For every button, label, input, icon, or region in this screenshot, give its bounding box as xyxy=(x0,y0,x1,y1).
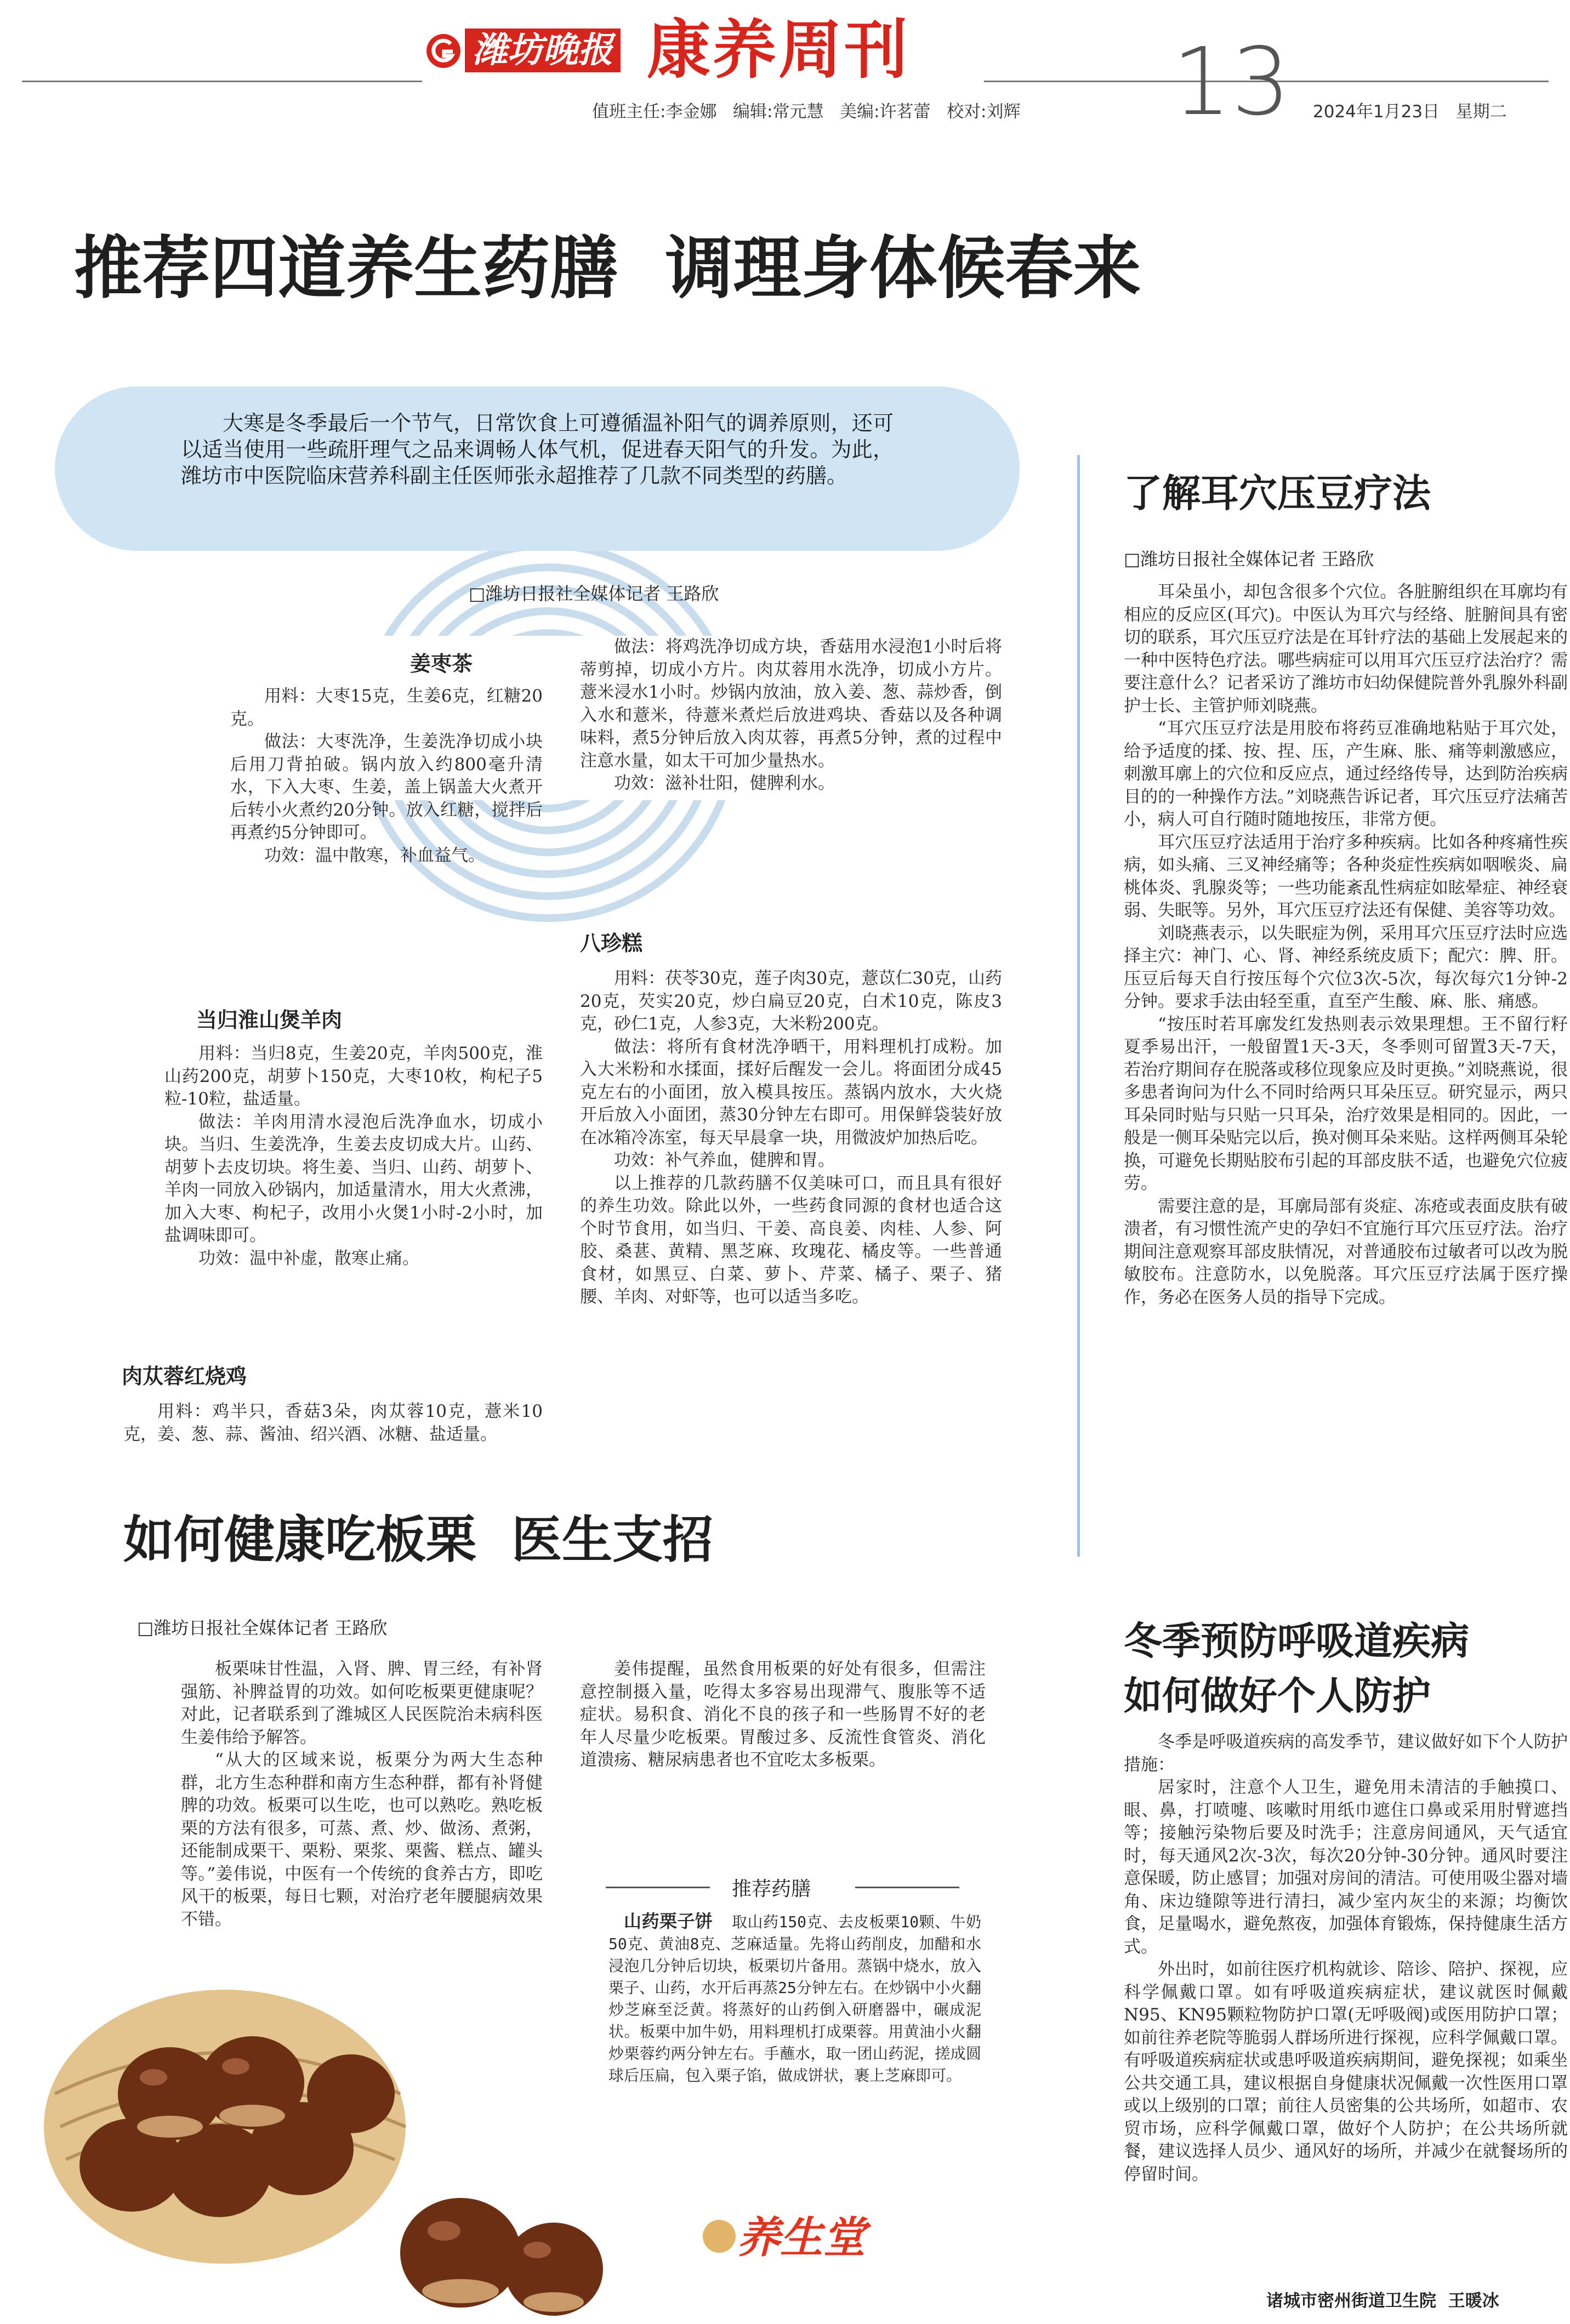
recommend-header: 推荐药膳 xyxy=(732,1878,811,1900)
recipe1-title: 姜枣茶 xyxy=(410,652,473,676)
article4-title-line1: 冬季预防呼吸道疾病 xyxy=(1124,1619,1469,1664)
recommend-dish-title: 山药栗子饼 xyxy=(624,1911,713,1932)
article2-byline: □潍坊日报社全媒体记者 王路欣 xyxy=(1124,549,1374,569)
article3-col2 xyxy=(580,1658,986,1772)
article1-title: 推荐四道养生药膳 调理身体候春来 xyxy=(74,229,1141,308)
right-column-divider xyxy=(1077,455,1080,1557)
publication-date: 2024年1月23日 星期二 xyxy=(1313,102,1507,122)
recipe4-method: 做法：将所有食材洗净晒干，用料理机打成粉。加入大米粉和水揉面，揉好后醒发一会儿。将面团分成45克左右的小面团，放入模具按压。蒸锅内放水，大火烧开后放入小面团，蒸30分钟左右即可。用保鲜袋装好放在冰箱冷冻室，每天早晨拿一块，用微波炉加热后吃。 xyxy=(580,1036,1002,1148)
article2-title: 了解耳穴压豆疗法 xyxy=(1124,471,1431,516)
recipe2-effect: 功效：温中补虚，散寒止痛。 xyxy=(198,1248,419,1268)
article2-p3: 耳穴压豆疗法适用于治疗多种疾病。比如各种疼痛性疾病，如头痛、三叉神经痛等；各种炎症性疾病如咽喉炎、扁桃体炎、乳腺炎等；一些功能紊乱性病症如眩晕症、神经衰弱、失眠等。另外，耳穴压豆疗法还有保健、美容等功效。 xyxy=(1124,832,1568,920)
recommend-header-line-right xyxy=(855,1887,959,1888)
article2-p4: 刘晓燕表示，以失眠症为例，采用耳穴压豆疗法时应选择主穴：神门、心、肾、神经系统皮质下；配穴：脾、肝。压豆后每天自行按压每个穴位3次-5次，每次每穴1分钟-2分钟。要求手法由轻至重，直至产生酸、麻、胀、痛感。 xyxy=(1124,923,1568,1011)
recipe1-method: 做法：大枣洗净，生姜洗净切成小块后用刀背拍破。锅内放入约800毫升清水，下入大枣、生姜，盖上锅盖大火煮开后转小火煮约20分钟。放入红糖，搅拌后再煮约5分钟即可。 xyxy=(230,732,543,842)
recipe3-title: 肉苁蓉红烧鸡 xyxy=(122,1364,247,1388)
chestnut-illustration xyxy=(44,1929,603,2324)
recipe3-method: 做法：将鸡洗净切成方块，香菇用水浸泡1小时后将蒂剪掉，切成小方片。肉苁蓉用水洗净，切成小方片。薏米浸水1小时。炒锅内放油，放入姜、葱、蒜炒香，倒入水和薏米，待薏米煮烂后放进鸡块、香菇以及各种调味料，煮5分钟后放入肉苁蓉，再煮5分钟，煮的过程中注意水量，如太干可加少量热水。 xyxy=(580,637,1002,771)
masthead-section-title: 康养周刊 xyxy=(647,13,910,87)
recipe1-effect: 功效：温中散寒，补血益气。 xyxy=(264,845,485,865)
staff-line: 值班主任:李金娜 编辑:常元慧 美编:许茗蕾 校对:刘辉 xyxy=(592,102,1021,122)
recipe4-title: 八珍糕 xyxy=(580,931,643,955)
article3-title: 如何健康吃板栗 医生支招 xyxy=(123,1511,714,1569)
recipe2-body xyxy=(164,1043,543,1270)
article2-p5: “按压时若耳廓发红发热则表示效果理想。王不留行籽夏季易出汗，一般留置1天-3天，冬季则可留置3天-7天，若治疗期间存在脱落或移位现象应及时更换。”刘晓燕说，很多患者询问为什么不同时给两只耳朵压豆。研究显示，两只耳朵同时贴与只贴一只耳朵，治疗效果是相同的。因此，一般是一侧耳朵贴完以后，换对侧耳朵来贴。这样两侧耳朵轮换，可避免长期贴胶布引起的耳部皮肤不适，也避免穴位疲劳。 xyxy=(1124,1014,1568,1193)
recipe3-body-part1 xyxy=(123,1400,543,1444)
article4-p3: 外出时，如前往医疗机构就诊、陪诊、陪护、探视，应科学佩戴口罩。如有呼吸道疾病症状，建议就医时佩戴N95、KN95颗粒物防护口罩(无呼吸阀)或医用防护口罩；如前往养老院等脆弱人群场所进行探视，应科学佩戴口罩。有呼吸道疾病症状或患呼吸道疾病期间，避免探视；如乘坐公共交通工具，建议根据自身健康状况佩戴一次性医用口罩或以上级别的口罩；前往人员密集的公共场所，如超市、农贸市场，应科学佩戴口罩，做好个人防护；在公共场所就餐，建议选择人员少、通风好的场所，并减少在就餐场所的停留时间。 xyxy=(1124,1960,1568,2184)
recommend-body-box xyxy=(608,1910,981,2087)
article2-p6: 需要注意的是，耳廓局部有炎症、冻疮或表面皮肤有破溃者，有习惯性流产史的孕妇不宜施行耳穴压豆疗法。治疗期间注意观察耳部皮肤情况，对普通胶布过敏者可以改为脱敏胶布。注意防水，以免脱落。耳穴压豆疗法属于医疗操作，务必在医务人员的指导下完成。 xyxy=(1124,1196,1568,1307)
article3-p2: “从大的区域来说，板栗分为两大生态种群，北方生态种群和南方生态种群，都有补肾健脾的功效。板栗可以生吃，也可以熟吃。熟吃板栗的方法有很多，可蒸、煮、炒、做汤、煮粥，还能制成栗干、栗粉、栗浆、栗酱、糕点、罐头等。”姜伟说，中医有一个传统的食养古方，即吃风干的板栗，每日七颗，对治疗老年腰腿病效果不错。 xyxy=(181,1750,543,1929)
header-rule-left xyxy=(22,81,422,82)
masthead-logo-icon xyxy=(426,34,460,68)
article4-p2: 居家时，注意个人卫生，避免用未清洁的手触摸口、眼、鼻，打喷嚏、咳嗽时用纸巾遮住口鼻或采用肘臂遮挡等；接触污染物后要及时洗手；注意房间通风，天气适宜时，每天通风2次-3次，每次20分钟-30分钟。通风时要注意保暖，防止感冒；加强对房间的清洁。可使用吸尘器对墙角、床边缝隙等进行清扫，减少室内灰尘的来源；均衡饮食，足量喝水，避免熬夜，加强体育锻炼，保持健康生活方式。 xyxy=(1124,1778,1568,1957)
article4-signature: 诸城市密州街道卫生院 王暖冰 xyxy=(1266,2291,1499,2311)
page-number: 13 xyxy=(1172,28,1291,136)
recipe2-method: 做法：羊肉用清水浸泡后洗净血水，切成小块。当归、生姜洗净，生姜去皮切成大片。山药、胡萝卜去皮切块。将生姜、当归、山药、胡萝卜、羊肉一同放入砂锅内，加适量清水，用大火煮沸，加入大枣、枸杞子，改用小火煲1小时-2小时，加盐调味即可。 xyxy=(164,1112,543,1245)
column-b xyxy=(580,636,1002,795)
recipe3-ingredients: 用料：鸡半只，香菇3朵，肉苁蓉10克，薏米10克，姜、葱、蒜、酱油、绍兴酒、冰糖、盐适量。 xyxy=(123,1402,543,1444)
article3-byline: □潍坊日报社全媒体记者 王路欣 xyxy=(137,1617,388,1638)
yangshengtang-logo-text: 养生堂 xyxy=(737,2213,866,2263)
recipe1-body xyxy=(230,685,543,867)
article2-p1: 耳朵虽小，却包含很多个穴位。各脏腑组织在耳廓均有相应的反应区(耳穴)。中医认为耳穴与经络、脏腑间具有密切的联系，耳穴压豆疗法是在耳针疗法的基础上发展起来的一种中医特色疗法。哪些病症可以用耳穴压豆疗法治疗？需要注意什么？记者采访了潍坊市妇幼保健院普外乳腺外科副护士长、主管护师刘晓燕。 xyxy=(1124,582,1568,716)
article3-col1 xyxy=(181,1658,543,1931)
article1-closing: 以上推荐的几款药膳不仅美味可口，而且具有很好的养生功效。除此以外，一些药食同源的食材也适合这个时节食用，如当归、干姜、高良姜、肉桂、人参、阿胶、桑葚、黄精、黑芝麻、玫瑰花、橘皮等。一些普通食材，如黑豆、白菜、萝卜、芹菜、橘子、栗子、猪腰、羊肉、对虾等，也可以适当多吃。 xyxy=(580,1173,1002,1307)
yangshengtang-logo-icon xyxy=(703,2220,736,2253)
article2-p2: “耳穴压豆疗法是用胶布将药豆准确地粘贴于耳穴处，给予适度的揉、按、捏、压，产生麻、胀、痛等刺激感应，刺激耳廓上的穴位和反应点，通过经络传导，达到防治疾病目的的一种操作方法。”刘晓燕告诉记者，耳穴压豆疗法痛苦小，病人可自行随时随地按压，非常方便。 xyxy=(1124,719,1568,829)
article4-body xyxy=(1124,1731,1568,2186)
recommend-dish-body: 取山药150克、去皮板栗10颗、牛奶50克、黄油8克、芝麻适量。先将山药削皮，加醋和水浸泡几分钟后切块，板栗切片备用。蒸锅中烧水，放入栗子、山药，水开后再蒸25分钟左右。在炒锅中小火翻炒芝麻至泛黄。将蒸好的山药倒入研磨器中，碾成泥状。板栗中加牛奶，用料理机打成栗蓉。用黄油小火翻炒栗蓉约两分钟左右。手蘸水，取一团山药泥，搓成圆球后压扁，包入栗子馅，做成饼状，裹上芝麻即可。 xyxy=(608,1913,981,2084)
lead-text: 大寒是冬季最后一个节气，日常饮食上可遵循温补阳气的调养原则，还可以适当使用一些疏肝理气之品来调畅人体气机，促进春天阳气的升发。为此，潍坊市中医院临床营养科副主任医师张永超推荐了几款不同类型的药膳。 xyxy=(181,411,894,488)
recipe4-ingredients: 用料：茯苓30克，莲子肉30克，薏苡仁30克，山药20克，芡实20克，炒白扁豆20克，白术10克，陈皮3克，砂仁1克，人参3克，大米粉200克。 xyxy=(580,969,1002,1034)
recipe4-body xyxy=(580,967,1002,1309)
article1-byline: □潍坊日报社全媒体记者 王路欣 xyxy=(469,583,719,604)
article3-p3: 姜伟提醒，虽然食用板栗的好处有很多，但需注意控制摄入量，吃得太多容易出现滞气、腹胀等不适症状。易积食、消化不良的孩子和一些肠胃不好的老年人尽量少吃板栗。胃酸过多、反流性食管炎、消化道溃疡、糖尿病患者也不宜吃太多板栗。 xyxy=(580,1659,986,1770)
article4-p1: 冬季是呼吸道疾病的高发季节，建议做好如下个人防护措施： xyxy=(1124,1732,1568,1775)
recipe4-effect: 功效：补气养血，健脾和胃。 xyxy=(614,1150,835,1170)
article4-title-line2: 如何做好个人防护 xyxy=(1124,1673,1431,1718)
article3-p1: 板栗味甘性温，入肾、脾、胃三经，有补肾强筋、补脾益胃的功效。如何吃板栗更健康呢？对此，记者联系到了潍城区人民医院治未病科医生姜伟给予解答。 xyxy=(181,1659,543,1747)
article2-body xyxy=(1124,581,1568,1309)
recipe1-ingredients: 用料：大枣15克，生姜6克，红糖20克。 xyxy=(230,686,543,729)
recipe2-ingredients: 用料：当归8克，生姜20克，羊肉500克，淮山药200克，胡萝卜150克，大枣10枚，枸杞子5粒-10粒，盐适量。 xyxy=(164,1044,543,1109)
recipe3-effect: 功效：滋补壮阳，健脾利水。 xyxy=(614,773,835,793)
recommend-header-line-left xyxy=(606,1887,710,1888)
masthead-paper-name: 潍坊晚报 xyxy=(465,29,621,72)
recipe2-title: 当归淮山煲羊肉 xyxy=(196,1008,343,1032)
